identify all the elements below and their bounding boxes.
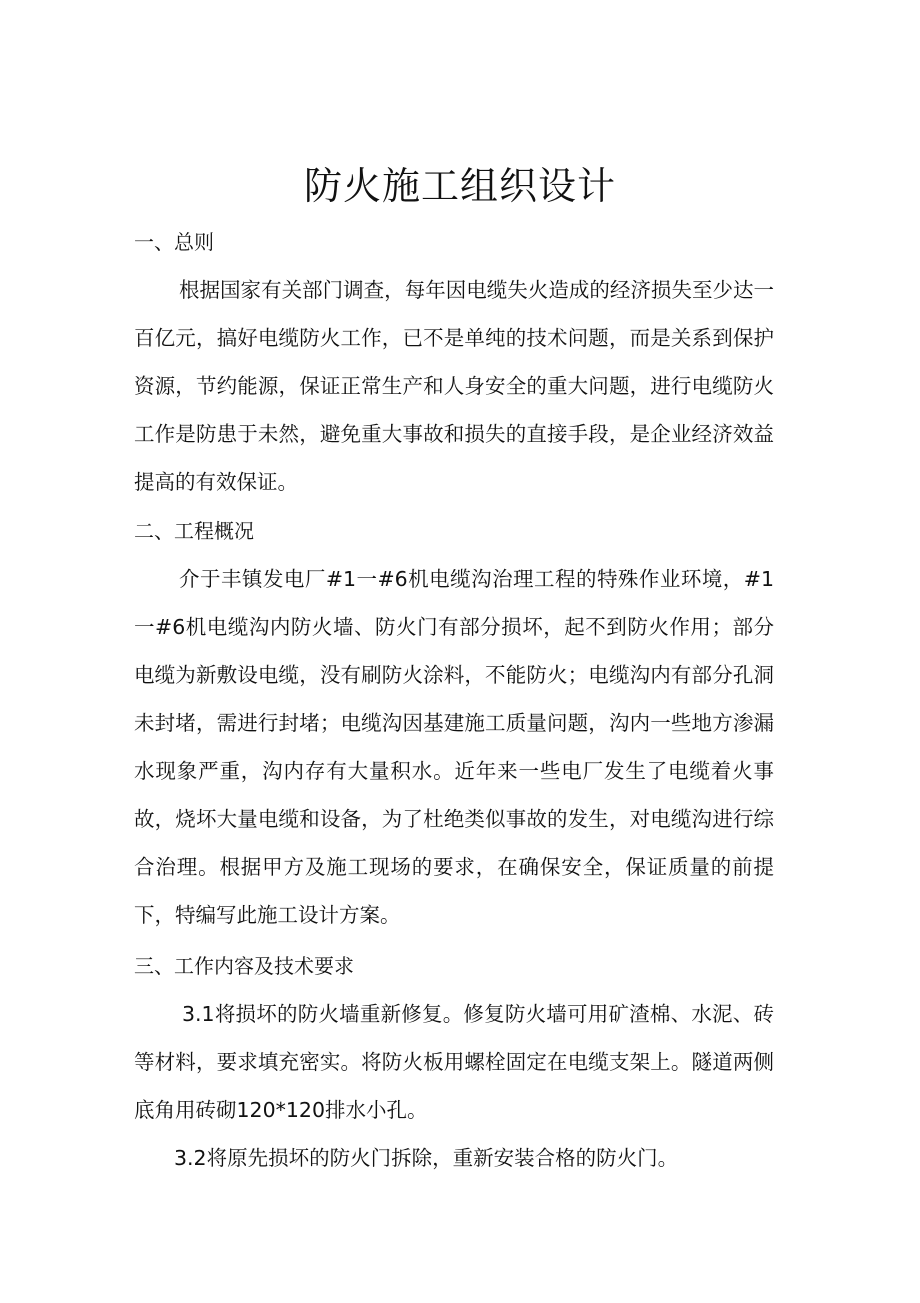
document-title: 防火施工组织设计 [303, 164, 616, 208]
section-heading-work-content: 三、工作内容及技术要求 [134, 954, 354, 978]
paragraph-item-3-1: 3.1将损坏的防火墙重新修复。修复防火墙可用矿渣棉、水泥、砖等材料，要求填充密实。将防火板用螺栓固定在电缆支架上。隧道两侧底角用砖砌120*120排水小孔。 [134, 1002, 774, 1122]
section-heading-general: 一、总则 [134, 230, 214, 254]
paragraph-item-3-2: 3.2将原先损坏的防火门拆除，重新安装合格的防火门。 [174, 1146, 679, 1170]
paragraph-project-overview: 介于丰镇发电厂#1一#6机电缆沟治理工程的特殊作业环境，#1一#6机电缆沟内防火墙、防火门有部分损坏，起不到防火作用；部分电缆为新敷设电缆，没有刷防火涂料，不能防火；电缆沟内有部分孔洞未封堵，需进行封堵；电缆沟因基建施工质量问题，沟内一些地方渗漏水现象严重，沟内存有大量积水。近年来一些电厂发生了电缆着火事故，烧坏大量电缆和设备，为了杜绝类似事故的发生，对电缆沟进行综合治理。根据甲方及施工现场的要求，在确保安全，保证质量的前提下，特编写此施工设计方案。 [134, 567, 774, 927]
paragraph-general: 根据国家有关部门调查，每年因电缆失火造成的经济损失至少达一百亿元，搞好电缆防火工作，已不是单纯的技术问题，而是关系到保护资源，节约能源，保证正常生产和人身安全的重大问题，进行电缆防火工作是防患于未然，避免重大事故和损失的直接手段，是企业经济效益提高的有效保证。 [134, 278, 774, 494]
section-heading-project-overview: 二、工程概况 [134, 519, 254, 543]
